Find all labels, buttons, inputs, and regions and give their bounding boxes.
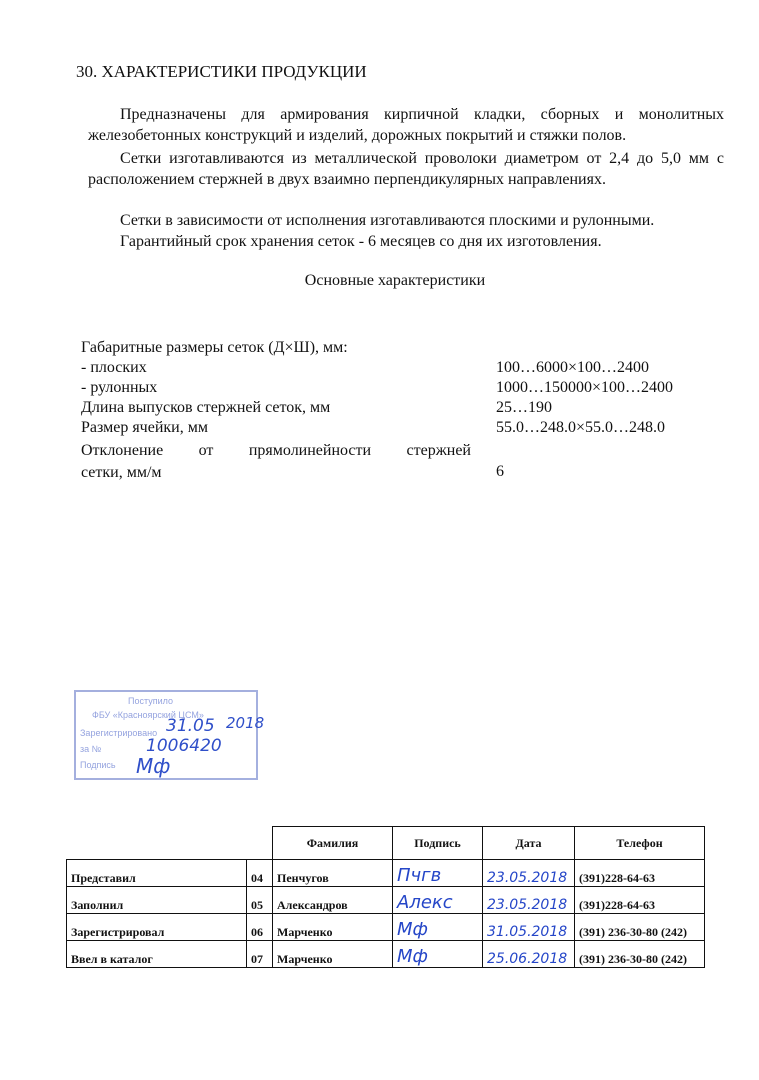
table-row	[67, 914, 705, 941]
spec-flat-label: - плоских	[81, 359, 147, 376]
row-role: Представил	[67, 860, 247, 887]
paragraph-warranty: Гарантийный срок хранения сеток - 6 месяцев со дня их изготовления.	[120, 233, 602, 250]
row-signature: Мф	[393, 914, 483, 941]
section-title: 30. ХАРАКТЕРИСТИКИ ПРОДУКЦИИ	[76, 62, 367, 81]
spec-overhang-value: 25…190	[496, 399, 552, 416]
row-signature: Мф	[393, 941, 483, 968]
spec-deviation-label-cont: сетки, мм/м	[81, 464, 162, 481]
row-date: 31.05.2018	[483, 914, 575, 941]
row-phone: (391) 236-30-80 (242)	[575, 914, 705, 941]
table-row	[67, 941, 705, 968]
stamp-line-signature: Подпись	[80, 760, 116, 770]
stamp-line-received: Поступило	[128, 696, 173, 706]
paragraph-purpose: Предназначены для армирования кирпичной кладки, сборных и монолитных железобетонных конструкций и изделий, дорожных покрытий и стяжки полов.	[88, 106, 724, 144]
paragraph-types: Сетки в зависимости от исполнения изготавливаются плоскими и рулонными.	[120, 212, 655, 229]
row-role: Заполнил	[67, 887, 247, 914]
row-phone: (391)228-64-63	[575, 860, 705, 887]
row-role: Ввел в каталог	[67, 941, 247, 968]
spec-rolled-label: - рулонных	[81, 379, 158, 396]
stamp-line-number: за №	[80, 744, 102, 754]
paragraph-material: Сетки изготавливаются из металлической проволоки диаметром от 2,4 до 5,0 мм с расположением стержней в двух взаимно перпендикулярных направлениях.	[88, 150, 724, 188]
header-surname: Фамилия	[273, 827, 393, 860]
row-date: 25.06.2018	[483, 941, 575, 968]
row-role: Зарегистрировал	[67, 914, 247, 941]
header-signature: Подпись	[393, 827, 483, 860]
row-code: 07	[247, 941, 273, 968]
spec-cell-value: 55.0…248.0×55.0…248.0	[496, 419, 666, 436]
row-name: Пенчугов	[273, 860, 393, 887]
row-code: 06	[247, 914, 273, 941]
table-row	[67, 887, 705, 914]
spec-cell-label: Размер ячейки, мм	[81, 419, 208, 436]
row-name: Александров	[273, 887, 393, 914]
row-name: Марченко	[273, 941, 393, 968]
table-row	[67, 860, 705, 887]
stamp-line-registered: Зарегистрировано	[80, 728, 158, 738]
spec-flat-value: 100…6000×100…2400	[496, 359, 650, 376]
stamp-handwritten-date: 31.05	[166, 716, 215, 736]
spec-deviation-value: 6	[496, 463, 504, 480]
row-phone: (391)228-64-63	[575, 887, 705, 914]
spec-dimensions-label: Габаритные размеры сеток (Д×Ш), мм:	[81, 339, 348, 356]
row-date: 23.05.2018	[483, 887, 575, 914]
row-code: 04	[247, 860, 273, 887]
row-name: Марченко	[273, 914, 393, 941]
header-phone: Телефон	[575, 827, 705, 860]
spec-overhang-label: Длина выпусков стержней сеток, мм	[81, 399, 331, 416]
registration-table	[66, 826, 705, 968]
specs-subtitle: Основные характеристики	[304, 272, 486, 289]
stamp-handwritten-number: 1006420	[146, 736, 222, 756]
header-date: Дата	[483, 827, 575, 860]
row-date: 23.05.2018	[483, 860, 575, 887]
row-phone: (391) 236-30-80 (242)	[575, 941, 705, 968]
stamp-line-org: ФБУ «Красноярский ЦСМ»	[92, 710, 204, 720]
stamp-handwritten-year: 2018	[226, 714, 265, 732]
row-signature: Пчгв	[393, 860, 483, 887]
row-signature: Алекс	[393, 887, 483, 914]
table-header-row	[67, 827, 705, 860]
stamp-handwritten-signature: Мф	[136, 754, 171, 778]
spec-deviation-label: Отклонение от прямолинейности стержней	[81, 442, 471, 459]
spec-rolled-value: 1000…150000×100…2400	[496, 379, 674, 396]
row-code: 05	[247, 887, 273, 914]
